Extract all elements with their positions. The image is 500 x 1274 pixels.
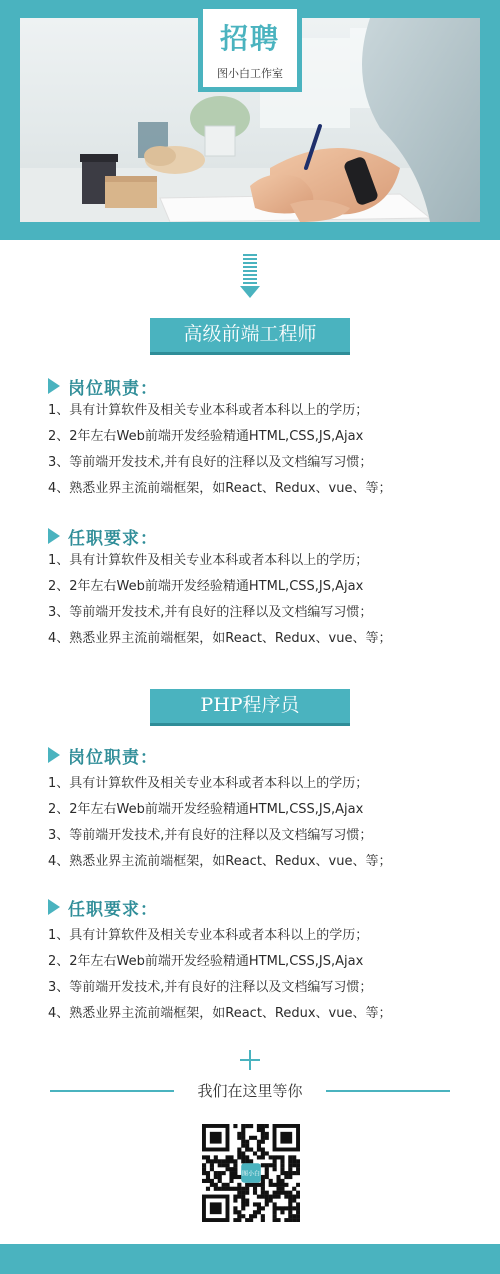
list-item: 2、2年左右Web前端开发经验精通HTML,CSS,JS,Ajax [48, 954, 364, 969]
triangle-bullet-icon [48, 528, 60, 544]
list-item: 1、具有计算软件及相关专业本科或者本科以上的学历； [48, 928, 369, 943]
job-title-php: PHP程序员 [150, 689, 350, 723]
divider-right [326, 1090, 450, 1092]
list-item: 4、熟悉业界主流前端框架，如React、Redux、vue、等； [48, 631, 392, 646]
requirements-list [48, 923, 392, 1027]
triangle-bullet-icon [48, 899, 60, 915]
list-item: 2、2年左右Web前端开发经验精通HTML,CSS,JS,Ajax [48, 429, 364, 444]
list-item: 2、2年左右Web前端开发经验精通HTML,CSS,JS,Ajax [48, 579, 364, 594]
list-item: 3、等前端开发技术,并有良好的注释以及文档编写习惯； [48, 605, 373, 620]
page-title: 招聘 [219, 22, 280, 55]
duties-heading-text: 岗位职责： [68, 747, 158, 768]
list-item: 4、熟悉业界主流前端框架，如React、Redux、vue、等； [48, 481, 392, 496]
qr-logo-text: 图小白 [241, 1170, 261, 1178]
duties-list [48, 771, 392, 875]
triangle-bullet-icon [48, 378, 60, 394]
requirements-heading-text: 任职要求： [68, 528, 158, 549]
list-item: 4、熟悉业界主流前端框架，如React、Redux、vue、等； [48, 1006, 392, 1021]
requirements-heading [48, 524, 158, 548]
triangle-bullet-icon [48, 747, 60, 763]
title-box [198, 4, 302, 92]
requirements-list [48, 548, 392, 652]
list-item: 3、等前端开发技术,并有良好的注释以及文档编写习惯； [48, 980, 373, 995]
qr-code[interactable] [202, 1124, 300, 1222]
list-item: 3、等前端开发技术,并有良好的注释以及文档编写习惯； [48, 828, 373, 843]
hero-banner [0, 0, 500, 240]
duties-list [48, 398, 392, 502]
list-item: 4、熟悉业界主流前端框架，如React、Redux、vue、等； [48, 854, 392, 869]
divider-left [50, 1090, 174, 1092]
title-box-inner [203, 9, 297, 87]
duties-heading [48, 374, 158, 398]
studio-name: 图小白工作室 [217, 67, 283, 80]
down-arrow-icon [240, 252, 260, 300]
plus-icon [240, 1050, 260, 1070]
duties-heading-text: 岗位职责： [68, 378, 158, 399]
duties-heading [48, 743, 158, 767]
qr-code-graphic [202, 1124, 300, 1222]
contact-text: 我们在这里等你 [197, 1082, 303, 1100]
list-item: 1、具有计算软件及相关专业本科或者本科以上的学历； [48, 403, 369, 418]
requirements-heading-text: 任职要求： [68, 899, 158, 920]
list-item: 1、具有计算软件及相关专业本科或者本科以上的学历； [48, 553, 369, 568]
footer-bar [0, 1244, 500, 1274]
list-item: 3、等前端开发技术,并有良好的注释以及文档编写习惯； [48, 455, 373, 470]
list-item: 1、具有计算软件及相关专业本科或者本科以上的学历； [48, 776, 369, 791]
job-title-frontend: 高级前端工程师 [150, 318, 350, 352]
list-item: 2、2年左右Web前端开发经验精通HTML,CSS,JS,Ajax [48, 802, 364, 817]
requirements-heading [48, 895, 158, 919]
